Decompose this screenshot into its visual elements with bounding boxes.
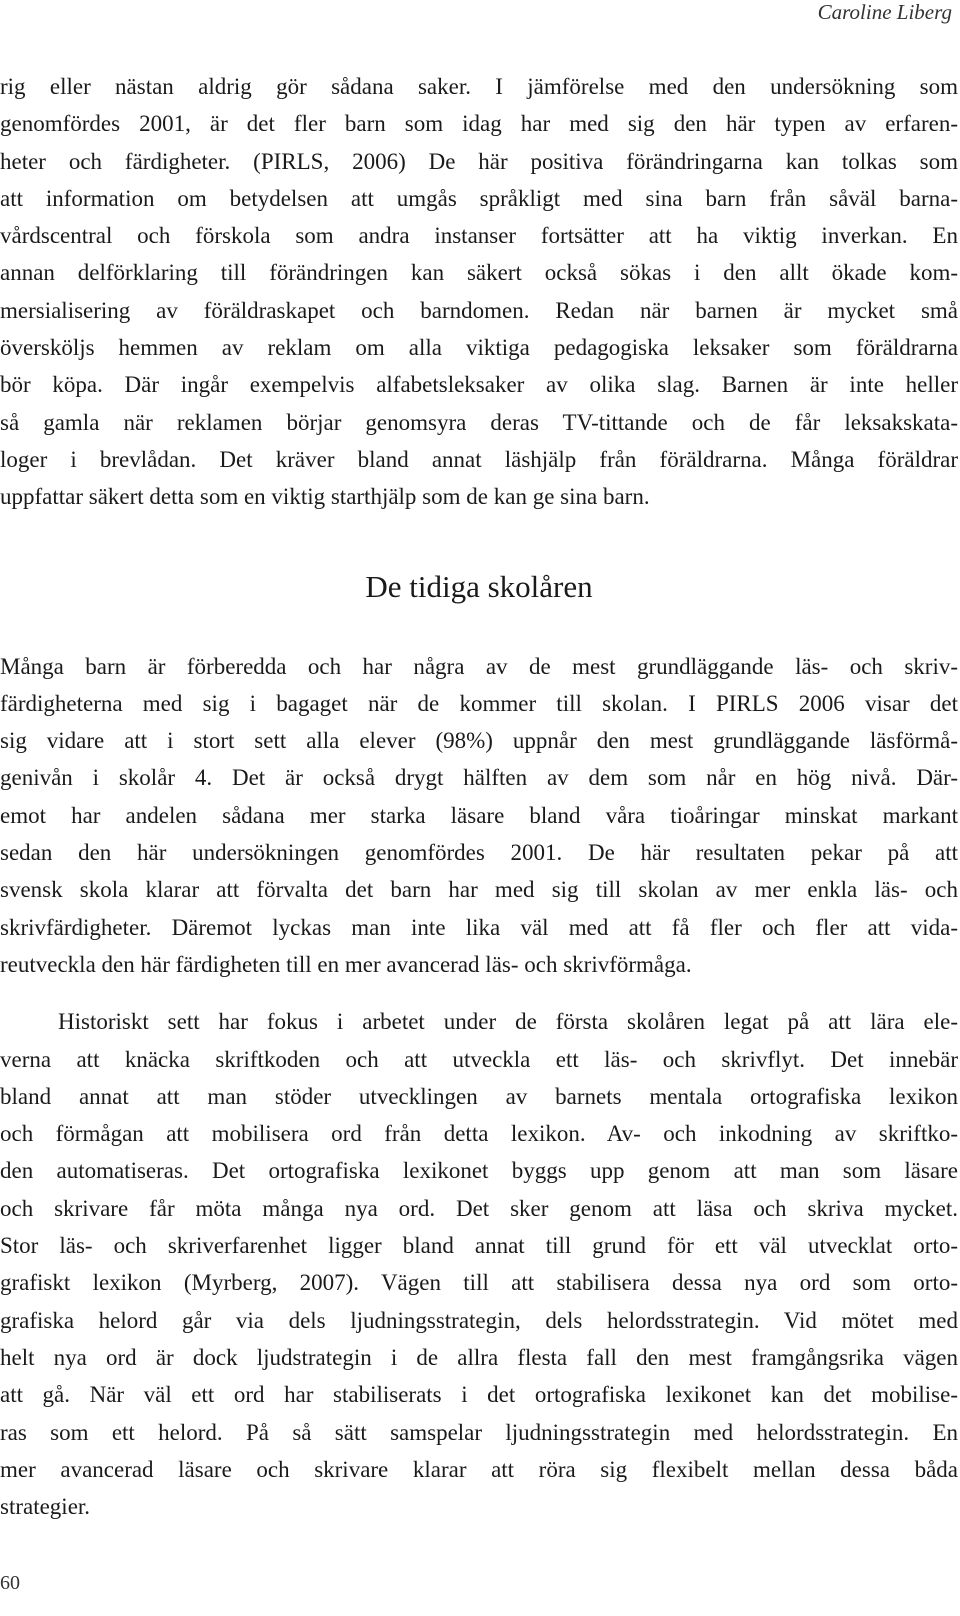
text-line: heter och färdigheter. (PIRLS, 2006) De här positiva förändringarna kan tolkas som <box>0 148 958 174</box>
paragraph-2 <box>0 648 958 984</box>
text-line: Historiskt sett har fokus i arbetet under de första skolåren legat på att lära ele- <box>58 1009 958 1035</box>
text-line: uppfattar säkert detta som en viktig starthjälp som de kan ge sina barn. <box>0 484 650 510</box>
text-line: rig eller nästan aldrig gör sådana saker. I jämförelse med den undersökning som <box>0 74 958 99</box>
text-line: och skrivare får möta många nya ord. Det sker genom att läsa och skriva mycket. <box>0 1195 958 1221</box>
text-line: verna att knäcka skriftkoden och att utveckla ett läs- och skrivflyt. Det innebär <box>0 1046 958 1072</box>
text-line: strategier. <box>0 1494 91 1520</box>
text-line: ras som ett helord. På så sätt samspelar ljudningsstrategin med helordsstrategin. En <box>0 1419 958 1445</box>
text-line: att information om betydelsen att umgås språkligt med sina barn från såväl barna- <box>0 185 958 211</box>
text-line: mer avancerad läsare och skrivare klarar att röra sig flexibelt mellan dessa båda <box>0 1456 958 1482</box>
text-line: översköljs hemmen av reklam om alla viktiga pedagogiska leksaker som föräldrarna <box>0 335 958 361</box>
text-line: sig vidare att i stort sett alla elever (98%) uppnår den mest grundläggande läsförmå- <box>0 728 958 754</box>
text-line: grafiska helord går via dels ljudningsstrategin, dels helordsstrategin. Vid mötet med <box>0 1307 958 1333</box>
text-line: mersialisering av föräldraskapet och barndomen. Redan när barnen är mycket små <box>0 297 958 323</box>
text-line: svensk skola klarar att förvalta det barn har med sig till skolan av mer enkla läs- och <box>0 877 958 903</box>
running-head: Caroline Liberg <box>817 0 952 24</box>
text-line: bland annat att man stöder utvecklingen av barnets mentala ortografiska lexikon <box>0 1083 958 1109</box>
text-line: reutveckla den här färdigheten till en mer avancerad läs- och skrivförmåga. <box>0 951 692 977</box>
text-line: att gå. När väl ett ord har stabiliserats i det ortografiska lexikonet kan det mobilise- <box>0 1382 958 1408</box>
page-body <box>0 68 958 1525</box>
text-line: bör köpa. Där ingår exempelvis alfabetsleksaker av olika slag. Barnen är inte heller <box>0 372 958 398</box>
text-line: färdigheterna med sig i bagaget när de kommer till skolan. I PIRLS 2006 visar det <box>0 690 958 716</box>
text-line: annan delförklaring till förändringen kan säkert också sökas i den allt ökade kom- <box>0 260 958 286</box>
text-line: och förmågan att mobilisera ord från detta lexikon. Av- och inkodning av skriftko- <box>0 1121 958 1147</box>
section-heading: De tidiga skolåren <box>365 568 593 604</box>
text-line: emot har andelen sådana mer starka läsare bland våra tioåringar minskat markant <box>0 802 958 828</box>
text-line: grafiskt lexikon (Myrberg, 2007). Vägen till att stabilisera dessa nya ord som orto- <box>0 1270 958 1296</box>
text-line: genivån i skolår 4. Det är också drygt hälften av dem som når en hög nivå. Där- <box>0 765 958 791</box>
text-line: Stor läs- och skriverfarenhet ligger bland annat till grund för ett väl utvecklat orto- <box>0 1233 958 1259</box>
text-line: den automatiseras. Det ortografiska lexikonet byggs upp genom att man som läsare <box>0 1158 958 1184</box>
text-line: Många barn är förberedda och har några av de mest grundläggande läs- och skriv- <box>0 653 958 679</box>
text-line: loger i brevlådan. Det kräver bland annat läshjälp från föräldrarna. Många föräldrar <box>0 446 958 472</box>
paragraph-3 <box>0 1003 958 1525</box>
paragraph-1 <box>0 68 958 516</box>
page-number: 60 <box>0 1572 20 1594</box>
text-line: skrivfärdigheter. Däremot lyckas man inte lika väl med att få fler och fler att vida- <box>0 914 958 940</box>
text-line: vårdscentral och förskola som andra instanser fortsätter att ha viktig inverkan. En <box>0 223 958 249</box>
text-line: genomfördes 2001, är det fler barn som idag har med sig den här typen av erfaren- <box>0 111 958 137</box>
text-line: helt nya ord är dock ljudstrategin i de allra flesta fall den mest framgångsrika vägen <box>0 1344 958 1370</box>
text-line: så gamla när reklamen börjar genomsyra deras TV-tittande och de får leksakskata- <box>0 409 958 435</box>
text-line: sedan den här undersökningen genomfördes 2001. De här resultaten pekar på att <box>0 840 958 866</box>
